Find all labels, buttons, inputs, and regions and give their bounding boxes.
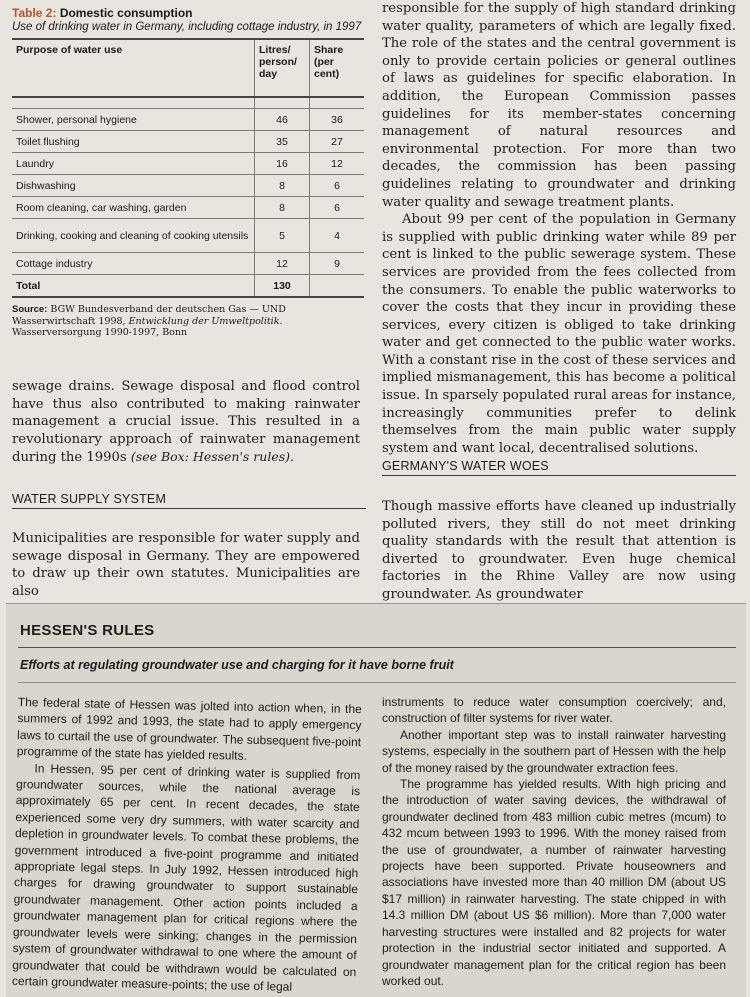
total-share (310, 275, 365, 298)
row-purpose: Drinking, cooking and cleaning of cooking utensils (12, 219, 255, 253)
box-reference: (see Box: Hessen's rules). (130, 449, 294, 465)
table-row (12, 109, 364, 131)
box-divider (18, 647, 736, 648)
row-litres: 35 (255, 131, 310, 153)
table-header-row (12, 39, 364, 97)
row-purpose: Shower, personal hygiene (12, 109, 255, 131)
table-caption (12, 6, 364, 20)
box-left-paragraph-1: The federal state of Hessen was jolted into action when, in the summers of 1992 and 1993, the state had to apply emergency laws to curtail the use of groundwater. The subsequent five-point programme of the state has yielded results. (16, 694, 362, 764)
source-italic: Entwicklung der Umweltpolitik. (128, 315, 283, 327)
box-title: HESSEN'S RULES (20, 622, 155, 639)
table-row (12, 153, 364, 175)
col-header-share: Share (per cent) (310, 39, 365, 97)
left-column-text-2 (12, 530, 360, 600)
source-label: Source: (12, 304, 48, 315)
box-right-paragraph-3: The programme has yielded results. With high pricing and the introduction of water saving devices, the withdrawal of groundwater declined from 483 million cubic metres (mcum) to 432 mcum between 1993 to 1996. With the money raised from the use of groundwater, a number of rainwater harvesting projects have been supported. Private houseowners and associations have invested more than 40 million DM (about US $17 million) in rainwater harvesting. The state chipped in with 14.3 million DM (about US $6 million). More than 7,000 water harvesting structures were installed and 82 projects for water protection in the industrial sector initiated and supported. A groundwater management plan for the critical region has been worked out. (382, 777, 726, 988)
row-share: 27 (310, 131, 365, 153)
section-heading-water-supply: WATER SUPPLY SYSTEM (12, 492, 366, 509)
row-purpose: Toilet flushing (12, 131, 255, 153)
consumption-table (12, 38, 364, 298)
box-divider-2 (18, 682, 736, 683)
row-share: 36 (310, 109, 365, 131)
total-litres: 130 (255, 275, 310, 298)
col-header-litres: Litres/ person/ day (255, 39, 310, 97)
table-subtitle: Use of drinking water in Germany, including cottage industry, in 1997 (12, 21, 362, 33)
row-litres: 5 (255, 219, 310, 253)
consumption-table-block (12, 6, 364, 339)
hessens-rules-box (6, 603, 746, 997)
row-purpose: Dishwashing (12, 175, 255, 197)
box-left-paragraph-2: In Hessen, 95 per cent of drinking water is supplied from groundwater sources, while the national average is approximately 65 per cent. In recent decades, the state experienced some very dry summers, with water scarcity and depletion in groundwater levels. To combat these problems, the government introduced a five-point programme and initiated appropriate legal steps. In July 1992, Hessen introduced high charges for drawing groundwater to support sustainable groundwater management. Other action points included a groundwater management plan for critical regions where the groundwater levels were sinking; changes in the permission system of groundwater withdrawal to one where the amount of groundwater that could be withdrawn would be calculated on certain groundwater measure-points; the use of legal (11, 760, 361, 994)
table-total-row (12, 275, 364, 298)
row-purpose: Room cleaning, car washing, garden (12, 197, 255, 219)
table-row (12, 219, 364, 253)
row-litres: 46 (255, 109, 310, 131)
left-column-text (12, 378, 360, 467)
box-right-column (382, 694, 726, 989)
box-right-paragraph-1: instruments to reduce water consumption coercively; and, construction of filter systems for river water. (382, 695, 726, 726)
right-paragraph-3: Though massive efforts have cleaned up industrially polluted rivers, they still do not meet drinking quality standards with the result that attention is diverted to groundwater. Even huge chemical factories in the Rhine Valley are now using groundwater. As groundwater (382, 499, 736, 602)
table-title: Domestic consumption (59, 6, 193, 20)
row-purpose: Cottage industry (12, 253, 255, 275)
box-right-paragraph-2: Another important step was to install rainwater harvesting systems, especially in the southern part of Hessen with the help of the money raised by the groundwater extraction fees. (382, 727, 726, 775)
section-heading-water-woes: GERMANY'S WATER WOES (382, 459, 736, 476)
right-paragraph-2: About 99 per cent of the population in Germany is supplied with public drinking water while 89 per cent is linked to the public sewerage system. These services are provided from the fees collected from the consumers. To enable the public waterworks to cover the costs that they incur in providing these services, every citizen is obliged to take drinking water and get connected to the public water works. With a constant rise in the cost of these services and implied mismanagement, this has become a political issue. In sparsely populated rural areas for instance, increasingly communities prefer to delink themselves from the main public water supply system and want local, decentralised solutions. (382, 212, 736, 456)
right-column-text (382, 0, 736, 457)
source-text: BGW Bundesverband der deutschen Gas — UND Wasserwirtschaft 1998, (12, 304, 286, 327)
table-row (12, 253, 364, 275)
row-purpose: Laundry (12, 153, 255, 175)
row-litres: 8 (255, 175, 310, 197)
row-share: 9 (310, 253, 365, 275)
right-paragraph-1: responsible for the supply of high standard drinking water quality, parameters of which are legally fixed. The role of the states and the central government is only to provide certain policies or general outlines of laws as guidelines for specific elaboration. In addition, the European Commission passes guidelines for its member-states concerning management of natural resources and environmental protection. For more than two decades, the commission has been passing guidelines relating to groundwater and drinking water quality and sewage treatment plants. (382, 1, 736, 210)
left-paragraph-2: Municipalities are responsible for water supply and sewage disposal in Germany. They are empowered to draw up their own statutes. Municipalities are also (12, 531, 360, 599)
total-label: Total (12, 275, 255, 298)
box-left-column (12, 694, 362, 996)
row-litres: 16 (255, 153, 310, 175)
left-paragraph-1: sewage drains. Sewage disposal and flood control have thus also contributed to making rainwater management a crucial issue. This resulted in a revolutionary approach of rainwater management during the 1990s (12, 379, 360, 466)
box-subtitle: Efforts at regulating groundwater use and charging for it have borne fruit (20, 658, 454, 672)
table-spacer-row (12, 97, 364, 109)
table-row (12, 175, 364, 197)
row-litres: 8 (255, 197, 310, 219)
right-column-text-2 (382, 498, 736, 604)
table-label: Table 2: (12, 6, 57, 20)
row-litres: 12 (255, 253, 310, 275)
col-header-purpose: Purpose of water use (16, 44, 123, 56)
row-share: 6 (310, 175, 365, 197)
row-share: 12 (310, 153, 365, 175)
table-source (12, 304, 364, 339)
row-share: 4 (310, 219, 365, 253)
row-share: 6 (310, 197, 365, 219)
table-row (12, 197, 364, 219)
source-tail: Wasserversorgung 1990-1997, Bonn (12, 327, 188, 338)
table-row (12, 131, 364, 153)
